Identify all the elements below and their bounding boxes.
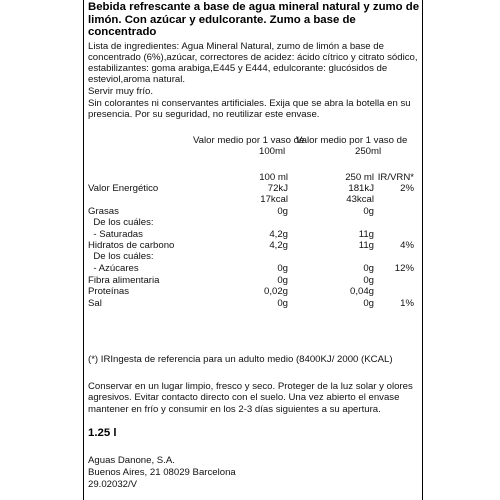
storage-line: Conservar en un lugar limpio, fresco y seco. Proteger de la luz solar y olores xyxy=(88,381,413,392)
col-header-250-line1: Valor medio por 1 vaso de xyxy=(296,135,408,146)
ingredients-line: Lista de ingredientes: Agua Mineral Natural, zumo de limón a base de xyxy=(88,41,384,52)
subheader-100ml: 100 ml xyxy=(259,172,288,183)
value-250ml: 0g xyxy=(363,263,374,274)
nutrient-label: Grasas xyxy=(88,206,119,217)
reference-footnote: (*) IRIngesta de referencia para un adulto medio (8400KJ/ 2000 (KCAL) xyxy=(88,354,393,365)
value-250ml: 11g xyxy=(358,240,374,251)
value-ir: 1% xyxy=(400,298,414,309)
subheader-250ml: 250 ml xyxy=(345,172,374,183)
value-100ml: 0g xyxy=(277,298,288,309)
value-250ml: 181kJ xyxy=(348,183,374,194)
title-line: concentrado xyxy=(88,26,157,39)
ingredients-line: esteviol,aroma natural. xyxy=(88,74,186,85)
value-250ml: 0,04g xyxy=(349,286,374,297)
value-ir: 4% xyxy=(400,240,414,251)
title-line: Bebida refrescante a base de agua mineral natural y zumo de xyxy=(88,1,420,13)
col-header-100-line2: 100ml xyxy=(259,146,286,157)
value-100ml: 72kJ xyxy=(267,183,288,194)
value-100ml: 0g xyxy=(277,206,288,217)
nutrient-label: Fibra alimentaria xyxy=(88,275,160,286)
value-250ml: 0g xyxy=(363,206,374,217)
storage-line: mantener en frío y consumir en los 2-3 días siguientes a su apertura. xyxy=(88,404,381,415)
company-name: Aguas Danone, S.A. xyxy=(88,455,175,466)
col-header-100-line1: Valor medio por 1 vaso de xyxy=(193,135,305,146)
net-volume: 1.25 l xyxy=(88,427,117,439)
title-line: limón. Con azúcar y edulcorante. Zumo a base de xyxy=(88,13,356,26)
company-address: Buenos Aires, 21 08029 Barcelona xyxy=(88,467,236,478)
col-header-250-line2: 250ml xyxy=(355,146,382,157)
value-ir: 2% xyxy=(400,183,414,194)
value-100ml: 0g xyxy=(277,263,288,274)
value-ir: 12% xyxy=(394,263,414,274)
value-250ml: 43kcal xyxy=(346,194,374,205)
value-250ml: 0g xyxy=(363,298,374,309)
value-250ml: 11g xyxy=(358,229,374,240)
registry-code: 29.02032/V xyxy=(88,479,138,490)
value-100ml: 0,02g xyxy=(263,286,288,297)
nutrient-label: - Saturadas xyxy=(88,229,143,240)
value-100ml: 17kcal xyxy=(260,194,288,205)
nutrient-label: De los cuáles: xyxy=(88,251,154,262)
warning-line: Sin colorantes ni conservantes artificiales. Exija que se abra la botella en su xyxy=(88,98,411,109)
value-100ml: 4,2g xyxy=(269,229,288,240)
ingredients-line: concentrado (6%),azúcar, correctores de acidez: ácido cítrico y citrato sódico, xyxy=(88,52,418,63)
value-250ml: 0g xyxy=(363,275,374,286)
nutrient-label: Hidratos de carbono xyxy=(88,240,175,251)
serve-instruction: Servir muy frío. xyxy=(88,86,154,97)
warning-line: presencia. Por su seguridad, no reutilizar este envase. xyxy=(88,109,320,120)
subheader-ir: IR/VRN* xyxy=(377,172,414,183)
nutrient-label: De los cuáles: xyxy=(88,217,154,228)
value-100ml: 0g xyxy=(277,275,288,286)
nutrient-label: Valor Energético xyxy=(88,183,159,194)
nutrient-label: Proteínas xyxy=(88,286,130,297)
ingredients-line: estabilizantes: goma arabiga,E445 y E444, edulcorante: glucósidos de xyxy=(88,63,388,74)
nutrient-label: - Azúcares xyxy=(88,263,139,274)
storage-line: agresivos. Evitar contacto directo con el suelo. Una vez abierto el envase xyxy=(88,392,400,403)
value-100ml: 4,2g xyxy=(269,240,288,251)
product-title xyxy=(88,1,420,39)
nutrient-label: Sal xyxy=(88,298,102,309)
